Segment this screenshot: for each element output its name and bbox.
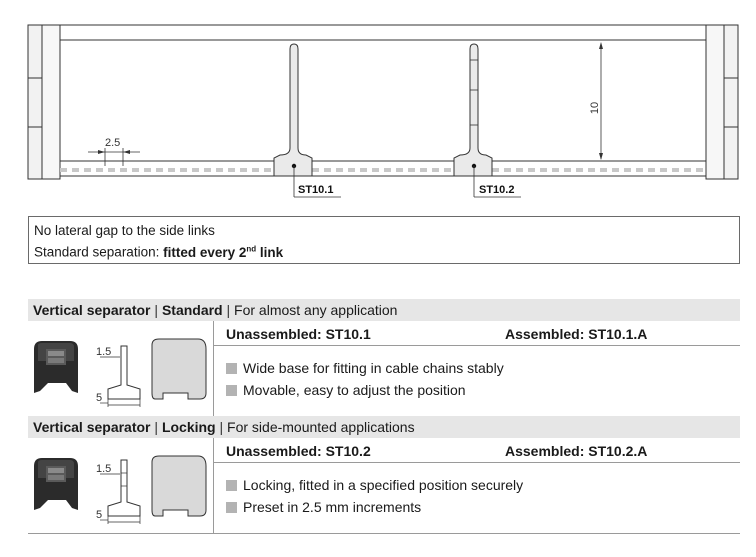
cable-chain-cross-section-drawing	[0, 0, 756, 210]
feature-list-locking	[226, 474, 523, 518]
section-header-standard: Vertical separator | Standard | For almost any application	[28, 299, 740, 321]
feature-item: Preset in 2.5 mm increments	[226, 496, 523, 518]
svg-text:1.5: 1.5	[96, 463, 112, 475]
label-st10-2-text: ST10.2	[479, 184, 515, 196]
assembled-number: Assembled: ST10.1.A	[505, 326, 648, 342]
section-application: For almost any application	[234, 302, 398, 318]
chain-link-section-icon	[152, 456, 206, 516]
separator-st10-1	[274, 44, 312, 176]
section-variant: Locking	[161, 419, 216, 435]
product-illustration-locking	[28, 438, 214, 533]
top-crossbar	[60, 25, 706, 40]
note-standard-separation	[34, 244, 283, 260]
svg-text:1.5: 1.5	[96, 346, 112, 358]
notes-box	[28, 216, 740, 264]
section-header-locking: Vertical separator | Locking | For side-mounted applications	[28, 416, 740, 438]
note-prefix: Standard separation:	[34, 244, 164, 260]
feature-item: Movable, easy to adjust the position	[226, 379, 504, 401]
feature-item: Wide base for fitting in cable chains stably	[226, 357, 504, 379]
dimension-inner-height-label: 10	[589, 101, 601, 115]
feature-list-standard	[226, 357, 504, 401]
assembled-number: Assembled: ST10.2.A	[505, 443, 648, 459]
svg-text:5: 5	[96, 392, 103, 404]
part-numbers-standard	[214, 321, 740, 346]
unassembled-number: Unassembled: ST10.2	[226, 443, 371, 459]
separator-profile-icon	[96, 346, 140, 407]
right-side-link	[706, 25, 738, 179]
chain-link-section-icon	[152, 339, 206, 399]
section-row-locking	[28, 438, 740, 534]
separator-st10-2	[454, 44, 492, 176]
dimension-grid-spacing-label: 2.5	[105, 137, 121, 149]
note-lateral-gap: No lateral gap to the side links	[34, 223, 215, 238]
section-application: For side-mounted applications	[227, 419, 415, 435]
section-variant: Standard	[161, 302, 223, 318]
separator-profile-icon	[96, 460, 140, 524]
note-bold: fitted every 2nd link	[163, 244, 284, 260]
dimension-inner-height	[589, 42, 603, 160]
bottom-crossbar	[60, 161, 706, 176]
product-illustration-standard	[28, 321, 214, 416]
svg-text:5: 5	[96, 509, 103, 521]
unassembled-number: Unassembled: ST10.1	[226, 326, 371, 342]
separator-photo-icon	[34, 341, 78, 393]
section-name: Vertical separator	[33, 419, 151, 435]
left-side-link	[28, 25, 60, 179]
section-row-standard	[28, 321, 740, 416]
label-st10-1-text: ST10.1	[298, 184, 334, 196]
feature-item: Locking, fitted in a specified position securely	[226, 474, 523, 496]
part-numbers-locking	[214, 438, 740, 463]
separator-photo-icon	[34, 458, 78, 510]
section-name: Vertical separator	[33, 302, 151, 318]
